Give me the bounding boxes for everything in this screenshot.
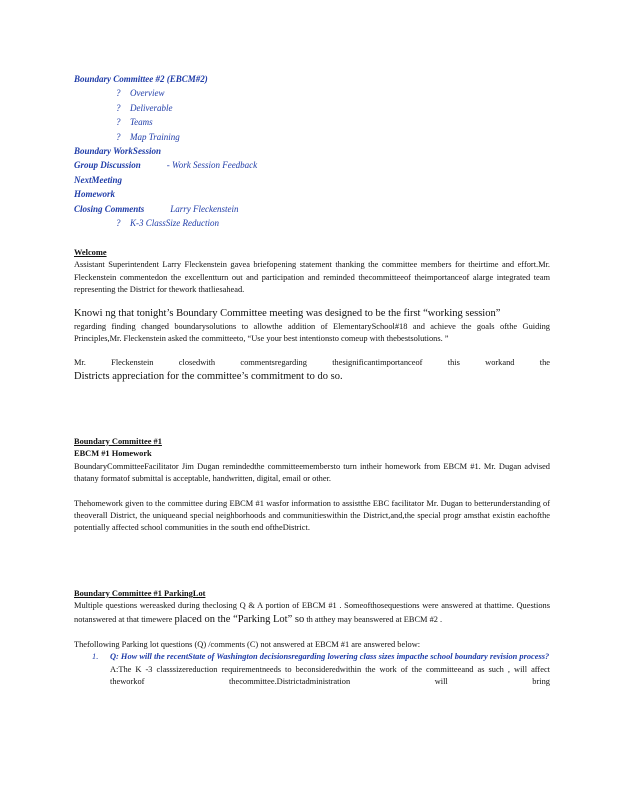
agenda <box>74 72 554 230</box>
agenda-item-closing-comments: Closing Comments Larry Fleckenstein <box>74 203 239 214</box>
agenda-subitem: ? Map Training <box>74 130 554 144</box>
homework-paragraph-2: Thehomework given to the committee during EBCM #1 wasfor information to assistthe EBC facilitator Mr. Dugan to betterunderstanding of theoverall District, the uniqueand special neighborhoods and communitieswithin the District,and,the special progr amsthat existin eachofthe potentially affected school communities in the south end oftheDistrict. <box>74 498 550 533</box>
agenda-subitem: ? Teams <box>74 115 554 129</box>
bullet-glyph: ? <box>116 218 121 229</box>
parking-lot-section <box>74 588 550 688</box>
welcome-paragraph-2: regarding finding changed boundarysolutions to allowthe addition of ElementarySchool#18 and achieve the goals ofthe Guiding Principles,Mr. Fleckenstein asked the committeeto, “Use your best intentionsto comeup with thebestsolutions. ” <box>74 321 550 344</box>
agenda-item-group-discussion: Group Discussion - Work Session Feedback <box>74 160 258 171</box>
parking-lot-paragraph-1: Multiple questions wereasked during theclosing Q & A portion of EBCM #1 . Someofthosequestions were answered at thattime. Questions notanswered at that timewere placed on the “Parking Lot” so th atthey may beanswered at EBCM #2 . <box>74 601 550 625</box>
welcome-section <box>74 247 550 384</box>
agenda-item-next-meeting: NextMeeting <box>74 174 122 185</box>
bullet-glyph: ? <box>116 88 121 99</box>
welcome-heading: Welcome <box>74 248 107 257</box>
homework-section <box>74 436 550 535</box>
bullet-glyph: ? <box>116 102 121 113</box>
parking-lot-paragraph-2: Thefollowing Parking lot questions (Q) /comments (C) not answered at EBCM #1 are answered below: <box>74 639 421 649</box>
agenda-item-work-session: Boundary WorkSession <box>74 146 161 157</box>
homework-heading: Boundary Committee #1 <box>74 437 162 446</box>
list-item <box>74 651 550 688</box>
welcome-paragraph-1: Assistant Superintendent Larry Fleckenstein gavea briefopening statement thanking the committee members for theirtime and effort.Mr. Fleckenstein commentedon the excellentturn out and participation and reminded thecommitteeof theimportanceof alarge integrated team representing the District for thework thatliesahead. <box>74 260 550 295</box>
welcome-paragraph-3: Mr. Fleckenstein closedwith commentsregarding thesignificantimportanceof this workand the <box>74 358 550 368</box>
question-list <box>74 651 550 688</box>
welcome-paragraph-2-lead: Knowi ng that tonight’s Boundary Committee meeting was designed to be the first “working session” <box>74 307 501 319</box>
welcome-paragraph-3-tail: Districts appreciation for the committee’s commitment to do so. <box>74 370 343 382</box>
agenda-item-homework: Homework <box>74 189 116 200</box>
bullet-glyph: ? <box>116 131 121 142</box>
agenda-subitem: ? Deliverable <box>74 101 554 115</box>
answer-text: A:The K -3 classsizereduction requirementneeds to beconsideredwithin the work of the committeeand as such , will affect theworkof thecommittee.Districtadministration will bring <box>110 664 550 687</box>
agenda-subitem: ? Overview <box>74 86 554 100</box>
question-number: 1. <box>92 652 99 662</box>
parking-lot-heading: Boundary Committee #1 ParkingLot <box>74 589 206 598</box>
homework-paragraph-1: BoundaryCommitteeFacilitator Jim Dugan remindedthe committeemembersto turn intheir homework from EBCM #1. Mr. Dugan advised thatany formatof submittal is acceptable, handwritten, digital, email or other. <box>74 461 550 484</box>
agenda-subitem: ? K-3 ClassSize Reduction <box>74 216 554 230</box>
question-text: Q: How will the recentState of Washington decisionsregarding lowering class sizes impacthe school boundary revision process? <box>110 652 550 662</box>
homework-subheading: EBCM #1 Homework <box>74 449 152 459</box>
agenda-item-boundary-committee: Boundary Committee #2 (EBCM#2) <box>74 74 208 84</box>
bullet-glyph: ? <box>116 117 121 128</box>
